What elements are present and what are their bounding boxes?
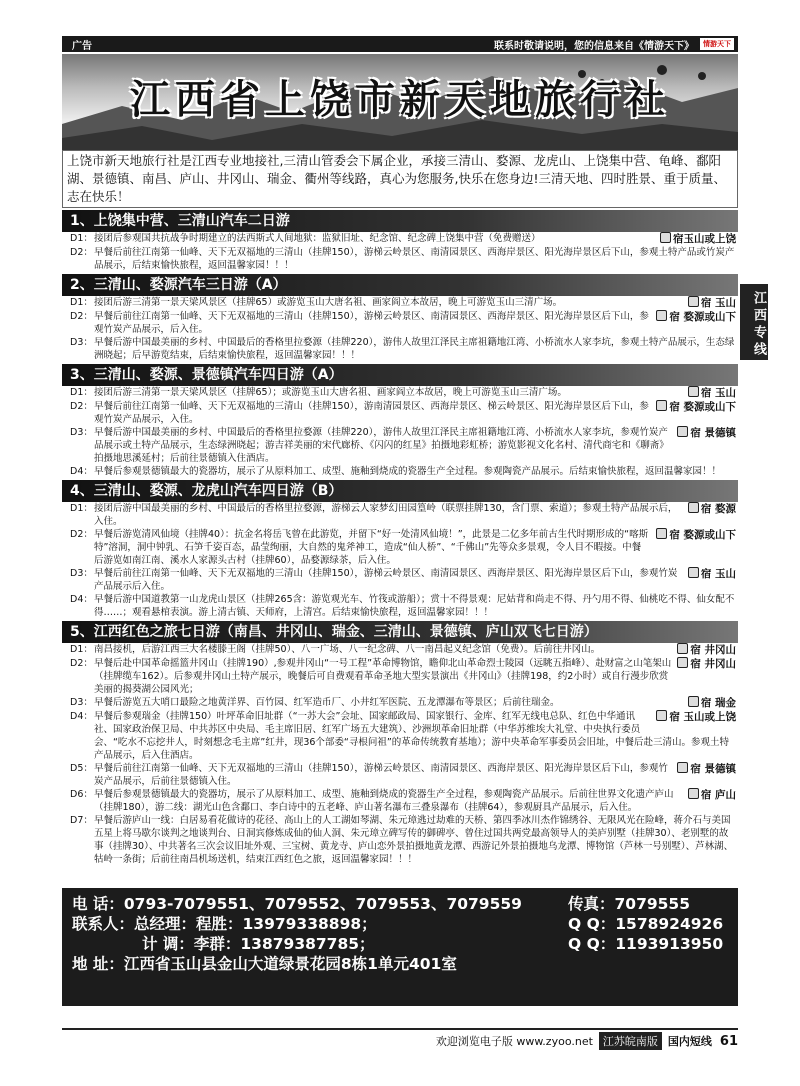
overnight-location: 宿玉山或上饶 — [673, 233, 736, 245]
day-label: D2： — [70, 529, 93, 540]
overnight-location: 宿 玉山 — [700, 568, 736, 580]
overnight-stay — [656, 310, 736, 324]
hotel-icon — [688, 696, 699, 707]
day-text: 南昌接机，后游江西三大名楼滕王阁（挂牌50）、八一广场、八一纪念碑、八一南昌起义纪念馆（免费）。后前往井冈山。 — [94, 644, 601, 655]
overnight-location: 宿 井冈山 — [690, 644, 736, 656]
day-text: 早餐后赴中国革命摇篮井冈山（挂牌190）,参观井冈山“一号工程”革命博物馆，瞻仰北山革命烈士陵园（远眺五指峰）、赴财富之山笔架山（挂牌缆车162）。后参观井冈山土特产展示，晚餐后可自费观看革命圣地大型实景演出《井冈山》（挂牌198，约2小时）或自行漫步欣赏美丽的揭葵湖公园风光； — [94, 658, 672, 695]
itinerary-day — [62, 788, 738, 814]
day-text: 早餐后游览五大哨口最险之地黄洋界、百竹园、红军造币厂、小井红军医院、五龙潭瀑布等景区；后前往瑞金。 — [94, 697, 560, 708]
day-description — [94, 426, 736, 465]
day-description — [94, 593, 736, 619]
day-description — [94, 232, 736, 246]
day-description — [94, 336, 736, 362]
contact-planner: 计 调：李群：13879387785； — [142, 935, 375, 953]
day-label: D3： — [70, 337, 93, 348]
hotel-icon — [677, 643, 688, 654]
itinerary-day — [62, 643, 738, 657]
itinerary-day — [62, 567, 738, 593]
day-label: D4： — [70, 711, 93, 722]
day-description — [94, 528, 736, 567]
day-description — [94, 310, 736, 336]
contact-panel — [62, 888, 738, 1006]
qq-1: Q Q：1578924926 — [568, 915, 724, 933]
section-heading: 3、三清山、婺源、景德镇汽车四日游（A） — [62, 364, 738, 386]
overnight-stay — [688, 788, 736, 802]
hotel-icon — [677, 762, 688, 773]
day-text: 早餐后前往江南第一仙峰、天下无双福地的三清山（挂牌150），游梯云岭景区、南清园景区、西海岸景区、阳光海岸景区后下山，参观竹炭产品展示，后入住。 — [94, 311, 649, 335]
day-text: 接团后游三清第一景天梁风景区（挂牌65）或游览玉山大唐名祖、画家阎立本故居，晚上可游览玉山三清广场。 — [94, 297, 563, 308]
itinerary-day — [62, 336, 738, 362]
day-description — [94, 386, 736, 400]
section-heading: 4、三清山、婺源、龙虎山汽车四日游（B） — [62, 480, 738, 502]
itinerary-day — [62, 762, 738, 788]
side-tab-jiangxi: 江西专线 — [740, 284, 768, 360]
day-text: 早餐后游中国最美丽的乡村、中国最后的香格里拉婺源（挂牌220），游伟人故里江泽民主席祖籍地江湾、小桥流水人家李坑，参观竹炭产品展示或土特产品展示，生态绿洲晓起；游吉祥美丽的宋代廊桥、《闪闪的红星》拍摄地彩虹桥；游览影视文化名村、清代商宅和《聊斋》拍摄地思溪延村；后前往景德镇入住酒店。 — [94, 427, 669, 464]
itinerary-day — [62, 593, 738, 619]
category-label: 国内短线 — [667, 1035, 712, 1048]
qq-2: Q Q：1193913950 — [568, 935, 724, 953]
hotel-icon — [656, 310, 667, 321]
day-description — [94, 246, 736, 272]
hotel-icon — [688, 502, 699, 513]
day-label: D6： — [70, 789, 93, 800]
day-text: 接团后游三清第一景天梁风景区（挂牌65）；或游览玉山大唐名祖、画家阎立本故居，晚上可游览玉山三清广场。 — [94, 387, 567, 398]
day-description — [94, 502, 736, 528]
day-label: D1： — [70, 503, 93, 514]
overnight-stay — [656, 528, 736, 542]
itinerary-day — [62, 232, 738, 246]
hotel-icon — [656, 710, 667, 721]
overnight-stay — [660, 232, 736, 246]
overnight-stay — [688, 386, 736, 400]
day-text: 早餐后前往江南第一仙峰、天下无双福地的三清山（挂牌150），游梯云岭景区、南清园景区、西海岸景区、阳光海岸景区后下山，参观竹炭产品展示，后前往景德镇入住。 — [94, 763, 668, 787]
agency-title: 江西省上饶市新天地旅行社 — [130, 76, 670, 123]
section-heading: 2、三清山、婺源汽车三日游（A） — [62, 274, 738, 296]
fax-number: 传真：7079555 — [568, 895, 690, 913]
day-text: 早餐后游中国道教第一山龙虎山景区（挂牌265含：游览观光车、竹筏或游船）；赏十不得景观：尼姑背和尚走不得、丹勺用不得、仙桃吃不得、仙女配不得……；观看悬棺表演。游上清古镇、天师府，上清宫。后结束愉快旅程，返回温馨家园！！！ — [94, 594, 735, 618]
hotel-icon — [656, 528, 667, 539]
magazine-logo: 情游天下 — [700, 38, 734, 50]
day-description — [94, 788, 736, 814]
day-label: D3： — [70, 427, 93, 438]
itinerary-day — [62, 814, 738, 866]
day-description — [94, 400, 736, 426]
itinerary-day — [62, 400, 738, 426]
overnight-location: 宿 婺源 — [700, 503, 736, 515]
day-label: D1： — [70, 297, 93, 308]
hotel-icon — [677, 426, 688, 437]
website-link[interactable]: 欢迎浏览电子版 www.zyoo.net — [435, 1035, 593, 1048]
day-text: 早餐后游庐山一线：白居易看花做诗的花径、高山上的人工湖如琴湖、朱元璋逃过劫难的天桥、第四季冰川杰作锦绣谷、无限风光在险峰，蒋介石与美国五星上将马歇尔谈判之地谈判台、日洞宾修炼成仙的仙人洞、朱元璋立碑写传的御碑亭、曾住过国共两党最高领导人的美庐别墅（挂牌30）、老别墅的故事（挂牌30）、中共著名三次会议旧址外观、三宝树、黄龙寺、庐山恋外景拍摄地黄龙潭、西游记外景拍摄地乌龙潭、博物馆（芦林一号别墅）、芦林湖、牯岭一条街；后前往南昌机场送机，结束江西红色之旅，返回温馨家园！！！ — [94, 815, 734, 865]
day-text: 早餐后前往江南第一仙峰、天下无双福地的三清山（挂牌150），游梯云岭景区、南清园景区、西海岸景区、阳光海岸景区后下山，参观竹炭产品展示后入住。 — [94, 568, 678, 592]
banner — [62, 54, 738, 150]
contact-manager: 联系人：总经理：程胜：13979338898； — [72, 915, 377, 933]
overnight-stay — [656, 710, 736, 724]
overnight-location: 宿 景德镇 — [690, 427, 736, 439]
section-heading: 5、江西红色之旅七日游（南昌、井冈山、瑞金、三清山、景德镇、庐山双飞七日游） — [62, 621, 738, 643]
page-footer — [62, 1028, 738, 1052]
day-description — [94, 465, 736, 478]
overnight-stay — [656, 400, 736, 414]
hotel-icon — [656, 400, 667, 411]
day-description — [94, 814, 736, 866]
itinerary-day — [62, 386, 738, 400]
day-text: 早餐后参观景德镇最大的瓷器坊，展示了从原料加工、成型、施釉到烧成的瓷器生产全过程，参观陶瓷产品展示。后前往世界文化遗产庐山（挂牌180），游二线：湖光山色含鄱口、李白诗中的五老峰、庐山著名瀑布三叠泉瀑布（挂牌64），参观厨具产品展示，后入住。 — [94, 789, 674, 813]
day-label: D4： — [70, 594, 93, 605]
section-heading: 1、上饶集中营、三清山汽车二日游 — [62, 210, 738, 232]
overnight-stay — [688, 296, 736, 310]
hotel-icon — [688, 567, 699, 578]
overnight-stay — [677, 762, 736, 776]
ad-tag: 广告 — [72, 40, 92, 52]
day-label: D2： — [70, 658, 93, 669]
hotel-icon — [688, 296, 699, 307]
day-description — [94, 296, 736, 310]
itinerary-day — [62, 710, 738, 762]
day-label: D7： — [70, 815, 93, 826]
overnight-stay — [677, 643, 736, 657]
day-label: D3： — [70, 697, 93, 708]
itinerary-day — [62, 310, 738, 336]
day-label: D4： — [70, 466, 93, 477]
day-text: 早餐后游中国最美丽的乡村、中国最后的香格里拉婺源（挂牌220），游伟人故里江泽民主席祖籍地江湾、小桥流水人家李坑，参观土特产品展示，生态绿洲晓起；后早游览结束，后结束愉快旅程，返回温馨家园！！！ — [94, 337, 735, 361]
itinerary-day — [62, 528, 738, 567]
day-label: D1： — [70, 644, 93, 655]
overnight-location: 宿 瑞金 — [700, 697, 736, 709]
day-text: 早餐后游览清风仙境（挂牌40）：抗金名将岳飞曾在此游览，并留下“好一处清风仙境！”，此景是二亿多年前古生代时期形成的“喀斯特”溶洞，洞中钟乳、石笋千姿百态，晶莹绚丽，大自然的鬼斧神工，造成“仙人桥”、“千佛山”先等众多景观，令人目不暇接。中餐后游览如南江南、溪水人家源头古村（挂牌60），品婺源绿茶，后入住。 — [94, 529, 649, 566]
overnight-stay — [688, 696, 736, 710]
agency-intro: 上饶市新天地旅行社是江西专业地接社,三清山管委会下属企业，承接三清山、婺源、龙虎山、上饶集中营、龟峰、鄱阳湖、景德镇、南昌、庐山、井冈山、瑞金、衢州等线路，真心为您服务,快乐在您身边!三清天地、四时胜景、重于质量、志在快乐！ — [62, 150, 738, 208]
overnight-stay — [677, 657, 736, 671]
overnight-location: 宿 景德镇 — [690, 763, 736, 775]
day-label: D2： — [70, 311, 93, 322]
phone-numbers: 电 话：0793-7079551、7079552、7079553、7079559 — [72, 895, 522, 913]
overnight-location: 宿 玉山或上饶 — [669, 711, 736, 723]
day-description — [94, 567, 736, 593]
source-notice: 联系时敬请说明，您的信息来自《情游天下》 — [494, 40, 694, 52]
day-label: D2： — [70, 247, 93, 258]
overnight-stay — [688, 502, 736, 516]
hotel-icon — [660, 232, 671, 243]
itinerary-list — [62, 208, 738, 866]
day-description — [94, 710, 736, 762]
hotel-icon — [677, 657, 688, 668]
day-description — [94, 643, 736, 657]
overnight-location: 宿 庐山 — [700, 789, 736, 801]
itinerary-day — [62, 246, 738, 272]
hotel-icon — [688, 788, 699, 799]
page-number: 61 — [719, 1033, 738, 1049]
overnight-location: 宿 玉山 — [700, 297, 736, 309]
day-label: D2： — [70, 401, 93, 412]
itinerary-day — [62, 696, 738, 710]
overnight-stay — [677, 426, 736, 440]
address: 地 址：江西省玉山县金山大道绿景花园8栋1单元401室 — [72, 955, 457, 973]
day-label: D3： — [70, 568, 93, 579]
overnight-location: 宿 玉山 — [700, 387, 736, 399]
day-description — [94, 696, 736, 710]
day-text: 接团后游中国最美丽的乡村、中国最后的香格里拉婺源，游梯云人家梦幻田园篁岭（联票挂牌130，含门票、索道）；参观土特产品展示后，入住。 — [94, 503, 678, 527]
day-text: 早餐后参观瑞金（挂牌150）叶坪革命旧址群（“一苏大会”会址、国家邮政局、国家银行、金库、红军无线电总队、红色中华通讯社、国家政治保卫局、中共苏区中央局、毛主席旧居、红军广场五大建筑）、沙洲坝革命旧址群（中华苏维埃大礼堂、中央执行委员会、“吃水不忘挖井人，时刻想念毛主席”红井，现36个部委“寻根问祖”的革命传统教育基地）；游中央革命军事委员会旧址，中餐后赴三清山。参观土特产品展示，后入住酒店。 — [94, 711, 730, 761]
itinerary-day — [62, 657, 738, 696]
overnight-location: 宿 婺源或山下 — [669, 401, 736, 413]
hotel-icon — [688, 386, 699, 397]
overnight-stay — [688, 567, 736, 581]
day-label: D1： — [70, 387, 93, 398]
day-text: 早餐后前往江南第一仙峰、天下无双福地的三清山（挂牌150），游南清园景区、西海岸景区、梯云岭景区、阳光海岸景区后下山，参观竹炭产品展示，入住。 — [94, 401, 649, 425]
itinerary-day — [62, 426, 738, 465]
edition-badge: 江苏皖南版 — [599, 1032, 662, 1050]
itinerary-day — [62, 502, 738, 528]
day-description — [94, 657, 736, 696]
day-label: D1： — [70, 233, 93, 244]
day-text: 接团后参观国共抗战争时期建立的法西斯式人间地狱：监狱旧址、纪念馆、纪念碑上饶集中营（免费赠送） — [94, 233, 541, 244]
overnight-location: 宿 婺源或山下 — [669, 311, 736, 323]
top-bar — [62, 36, 738, 52]
day-label: D5： — [70, 763, 93, 774]
day-description — [94, 762, 736, 788]
day-text: 早餐后前往江南第一仙峰、天下无双福地的三清山（挂牌150），游梯云岭景区、南清园景区、西海岸景区、阳光海岸景区后下山，参观土特产品或竹炭产品展示，后结束愉快旅程，返回温馨家园！！！ — [94, 247, 735, 271]
itinerary-day — [62, 465, 738, 478]
overnight-location: 宿 婺源或山下 — [669, 529, 736, 541]
day-text: 早餐后参观景德镇最大的瓷器坊，展示了从原料加工、成型、施釉到烧成的瓷器生产全过程。参观陶瓷产品展示。后结束愉快旅程，返回温馨家园！！ — [94, 466, 722, 477]
overnight-location: 宿 井冈山 — [690, 658, 736, 670]
itinerary-day — [62, 296, 738, 310]
